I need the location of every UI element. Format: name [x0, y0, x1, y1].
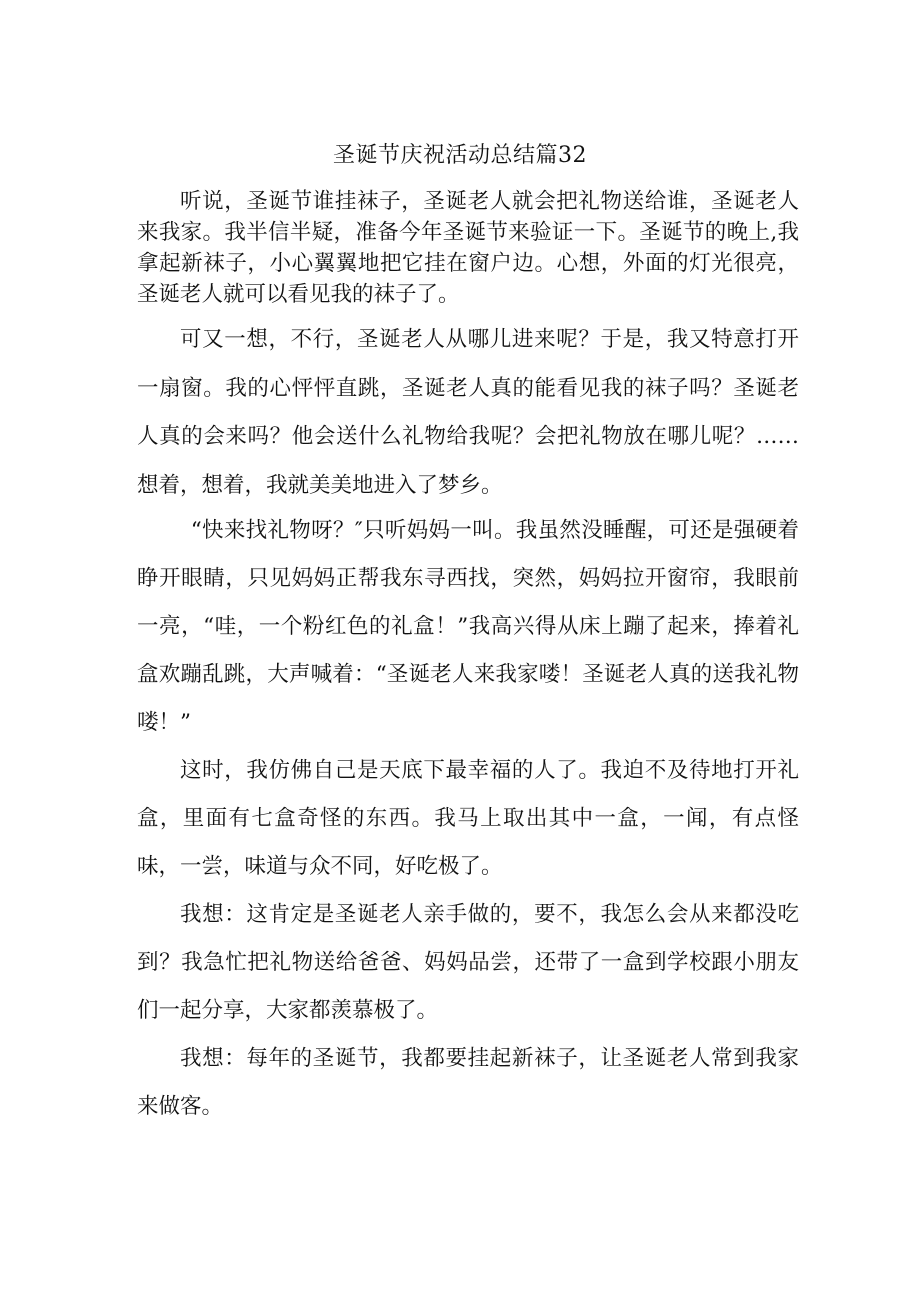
paragraph-5: 我想：这肯定是圣诞老人亲手做的，要不，我怎么会从来都没吃到？我急忙把礼物送给爸爸、妈妈品尝，还带了一盒到学校跟小朋友们一起分享，大家都羡慕极了。 — [137, 902, 799, 1023]
paragraph-3: “快来找礼物呀？″只听妈妈一叫。我虽然没睡醒，可还是强硬着睁开眼睛，只见妈妈正帮我东寻西找，突然，妈妈拉开窗帘，我眼前一亮，“哇，一个粉红色的礼盒！”我高兴得从床上蹦了起来，捧着礼盒欢蹦乱跳，大声喊着：“圣诞老人来我家喽！圣诞老人真的送我礼物喽！” — [137, 518, 799, 735]
paragraph-6: 我想：每年的圣诞节，我都要挂起新袜子，让圣诞老人常到我家来做客。 — [137, 1046, 799, 1119]
paragraph-2: 可又一想，不行，圣诞老人从哪儿进来呢？于是，我又特意打开一扇窗。我的心怦怦直跳，圣诞老人真的能看见我的袜子吗？圣诞老人真的会来吗？他会送什么礼物给我呢？会把礼物放在哪儿呢？……想着，想着，我就美美地进入了梦乡。 — [137, 327, 799, 498]
document-title: 圣诞节庆祝活动总结篇32 — [333, 143, 587, 168]
paragraph-1: 听说，圣诞节谁挂袜子，圣诞老人就会把礼物送给谁，圣诞老人来我家。我半信半疑，准备今年圣诞节来验证一下。圣诞节的晚上,我拿起新袜子，小心翼翼地把它挂在窗户边。心想，外面的灯光很亮，圣诞老人就可以看见我的袜子了。 — [137, 189, 799, 307]
paragraph-4: 这时，我仿佛自己是天底下最幸福的人了。我迫不及待地打开礼盒，里面有七盒奇怪的东西。我马上取出其中一盒，一闻，有点怪味，一尝，味道与众不同，好吃极了。 — [137, 758, 799, 879]
